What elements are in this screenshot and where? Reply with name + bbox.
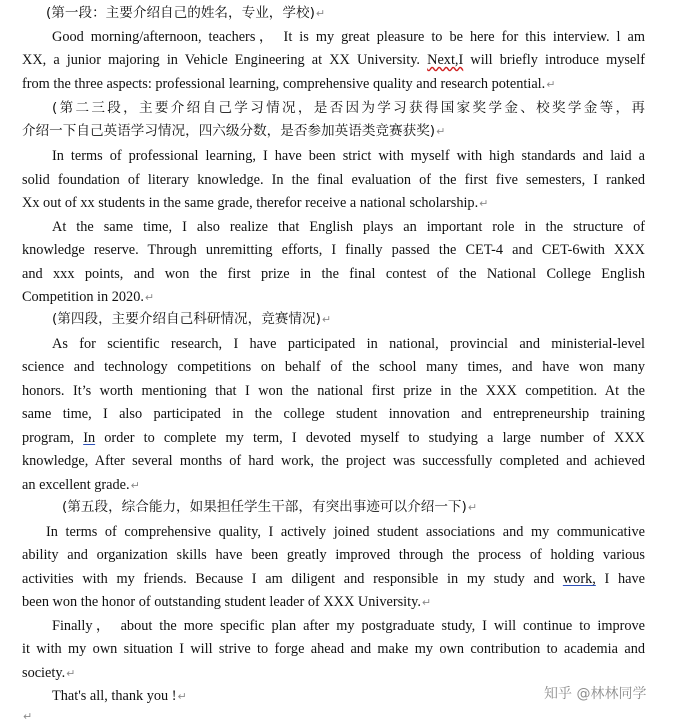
paragraph-5-line-3: activities with my friends. Because I am diligent and responsible in my study and work, I have bbox=[22, 571, 646, 587]
paragraph-mark: ↵ bbox=[23, 710, 33, 723]
watermark: 知乎 @林林同学 bbox=[544, 686, 647, 702]
paragraph-6-line-2: it with my own situation I will strive to forge ahead and make my own contribution to academia and bbox=[22, 641, 645, 657]
paragraph-4-line-4: same time, I also participated in the college student innovation and entrepreneurship training bbox=[22, 406, 645, 422]
paragraph-mark: ↵ bbox=[66, 667, 76, 680]
paragraph-mark: ↵ bbox=[177, 690, 187, 703]
paragraph-mark: ↵ bbox=[546, 78, 556, 91]
paragraph-3-line-2: knowledge reserve. Through unremitting efforts, I finally passed the CET-4 and CET-6with XXX bbox=[22, 242, 645, 258]
paragraph-mark: ↵ bbox=[130, 479, 140, 492]
section-heading-2-line-1: (第二三段，主要介绍自己学习情况，是否因为学习获得国家奖学金、校奖学金等，再 bbox=[52, 100, 645, 116]
paragraph-3-line-1: At the same time, I also realize that English plays an important role in the structure of bbox=[52, 219, 645, 235]
paragraph-4-line-1: As for scientific research, I have participated in national, provincial and ministerial-level bbox=[52, 336, 645, 352]
paragraph-2-line-1: In terms of professional learning, I have been strict with myself with high standards and laid a bbox=[52, 148, 645, 164]
paragraph-2-line-2: solid foundation of literary knowledge. In the final evaluation of the first five semesters, I ranked bbox=[22, 172, 645, 188]
paragraph-mark: ↵ bbox=[321, 313, 332, 326]
paragraph-mark: ↵ bbox=[467, 501, 478, 514]
paragraph-mark: ↵ bbox=[479, 197, 489, 210]
paragraph-2-line-3: Xx out of xx students in the same grade, therefor receive a national scholarship.↵ bbox=[22, 195, 489, 211]
spell-check-flag[interactable]: Next,I bbox=[427, 52, 464, 68]
paragraph-mark: ↵ bbox=[421, 596, 432, 609]
section-heading-4: (第五段，综合能力，如果担任学生干部，有突出事迹可以介绍一下)↵ bbox=[62, 499, 478, 515]
closing-line: That's all, thank you !↵ bbox=[52, 688, 187, 704]
paragraph-6-line-1: Finally， about the more specific plan after my postgraduate study, I will continue to improve bbox=[52, 618, 645, 634]
section-heading-3: (第四段，主要介绍自己科研情况，竞赛情况)↵ bbox=[52, 311, 332, 327]
paragraph-mark: ↵ bbox=[436, 125, 446, 138]
paragraph-1-line-3: from the three aspects: professional learning, comprehensive quality and research potential.↵ bbox=[22, 76, 556, 92]
paragraph-6-line-3: society.↵ bbox=[22, 665, 76, 681]
paragraph-4-line-6: knowledge, After several months of hard work, the project was successfully completed and achieved bbox=[22, 453, 645, 469]
paragraph-5-line-1: In terms of comprehensive quality, I actively joined student associations and my communicative bbox=[46, 524, 645, 540]
grammar-check-flag[interactable]: In bbox=[83, 430, 96, 446]
paragraph-mark: ↵ bbox=[144, 291, 155, 304]
paragraph-4-line-3: honors. It’s worth mentioning that I won the national first prize in the XXX competition. At the bbox=[22, 383, 645, 399]
grammar-check-flag[interactable]: work, bbox=[562, 571, 596, 587]
empty-paragraph bbox=[22, 707, 645, 726]
paragraph-3-line-3: and xxx points, and won the first prize in the final contest of the National College English bbox=[22, 266, 645, 282]
paragraph-5-line-4: been won the honor of outstanding student leader of XXX University.↵ bbox=[22, 594, 432, 610]
section-heading-1: (第一段：主要介绍自己的姓名，专业，学校)↵ bbox=[46, 5, 326, 21]
paragraph-5-line-2: ability and organization skills have been greatly improved through the process of holding various bbox=[22, 547, 645, 563]
paragraph-mark: ↵ bbox=[315, 7, 326, 20]
paragraph-3-line-4: Competition in 2020.↵ bbox=[22, 289, 155, 305]
paragraph-1-line-1: Good morning/afternoon, teachers， It is my great pleasure to be here for this interview. l am bbox=[52, 29, 645, 45]
paragraph-4-line-7: an excellent grade.↵ bbox=[22, 477, 140, 493]
paragraph-1-line-2: XX, a junior majoring in Vehicle Engineering at XX University. Next,I will briefly introduce myself bbox=[22, 52, 645, 68]
paragraph-4-line-2: science and technology competitions on behalf of the school many times, and have won many bbox=[22, 359, 645, 375]
section-heading-2-line-2: 介绍一下自己英语学习情况，四六级分数，是否参加英语类竞赛获奖)↵ bbox=[22, 123, 446, 139]
paragraph-4-line-5: program, In order to complete my term, I devoted myself to studying a large number of XXX bbox=[22, 430, 645, 446]
